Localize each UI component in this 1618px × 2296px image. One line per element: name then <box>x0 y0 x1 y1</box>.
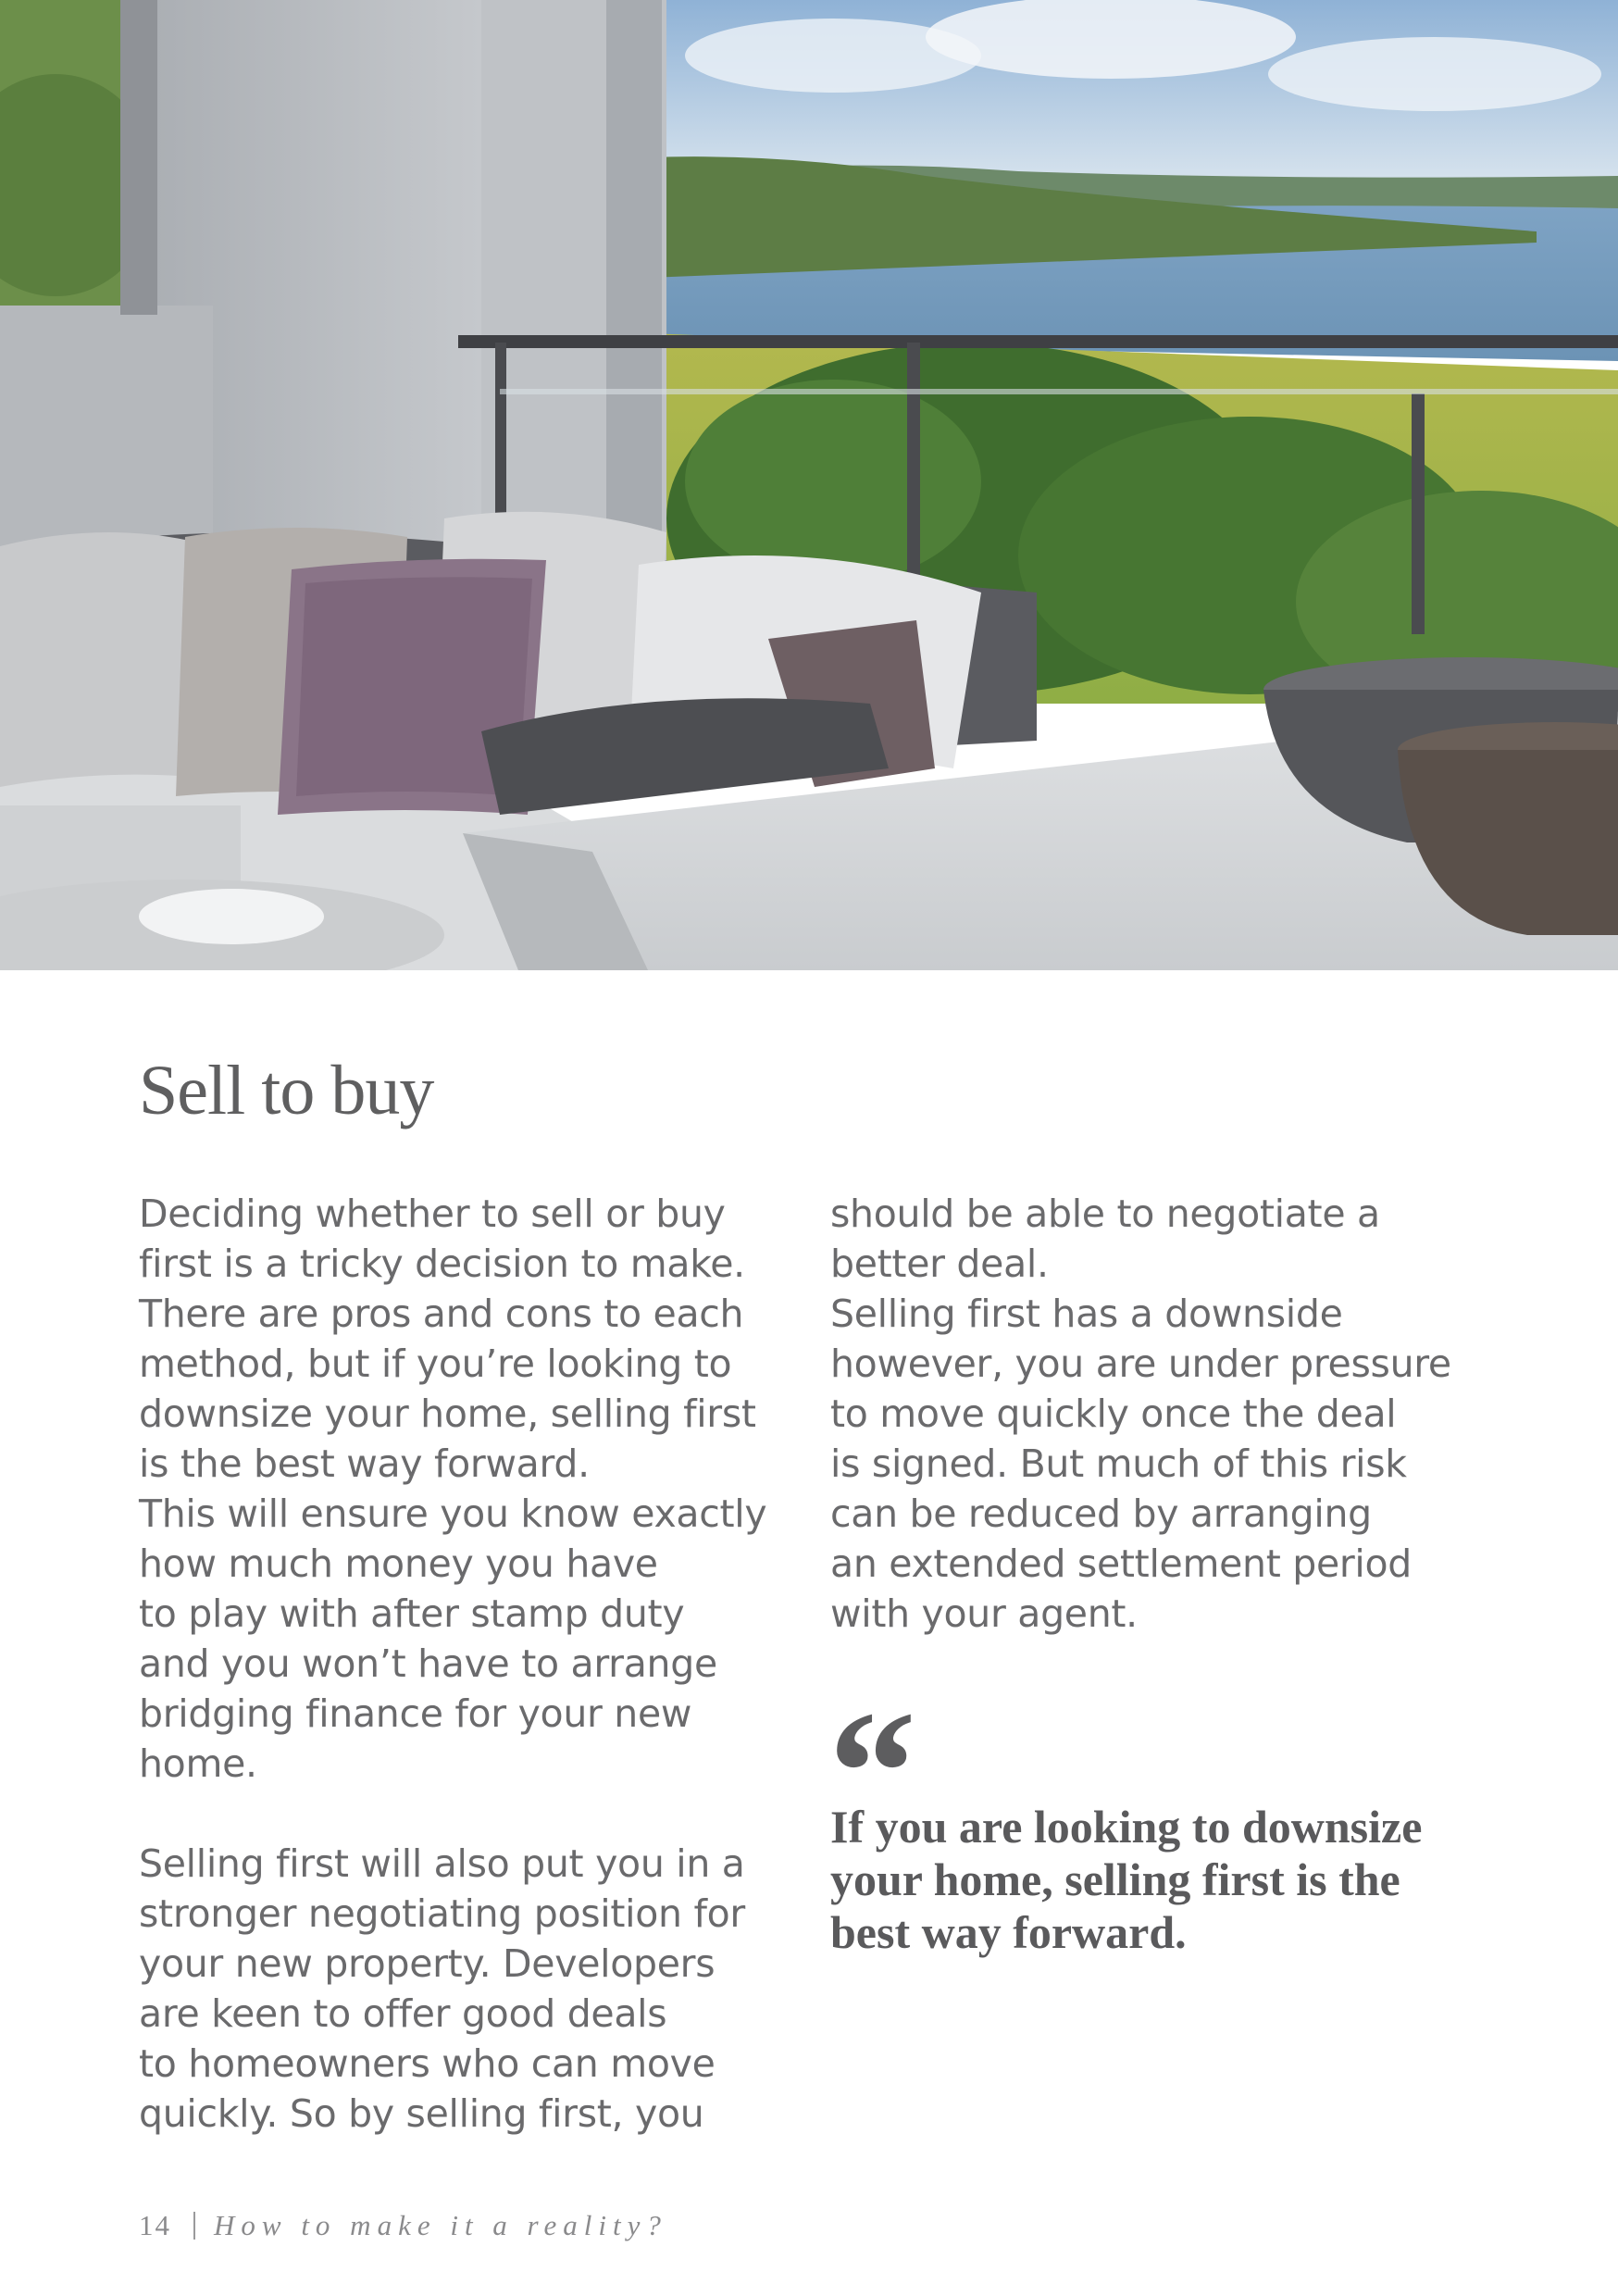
right-column <box>830 1189 1497 1639</box>
page-number: 14 <box>139 2209 171 2241</box>
hero-photo <box>0 0 1618 970</box>
body-paragraph: Deciding whether to sell or buy first is a tricky decision to make. There are pros and cons to each method, but if you’re looking to downsize your home, selling first is the best way forward. This will ensure you know exactly how much money you have to play with after stamp duty and you won’t have to arrange bridging finance for your new home. <box>139 1192 767 1786</box>
balcony-lake-view-photo <box>0 0 1618 970</box>
page-footer <box>139 2209 667 2242</box>
footer-divider <box>193 2212 195 2240</box>
paragraph-spacer <box>139 1789 805 1839</box>
left-column <box>139 1189 805 2139</box>
page-title: Sell to buy <box>139 1052 434 1129</box>
chapter-title: How to make it a reality? <box>214 2209 667 2241</box>
pull-quote: If you are looking to downsize your home, selling first is the best way forward. <box>830 1801 1423 1958</box>
body-paragraph: should be able to negotiate a better deal. Selling first has a downside however, you are under pressure to move quickly once the deal is signed. But much of this risk can be reduced by arranging an extended settlement period with your agent. <box>830 1192 1451 1636</box>
quote-mark-icon: “ <box>828 1676 916 1870</box>
body-paragraph: Selling first will also put you in a stronger negotiating position for your new property. Developers are keen to offer good deals to homeowners who can move quickly. So by selling first, you <box>139 1841 745 2136</box>
